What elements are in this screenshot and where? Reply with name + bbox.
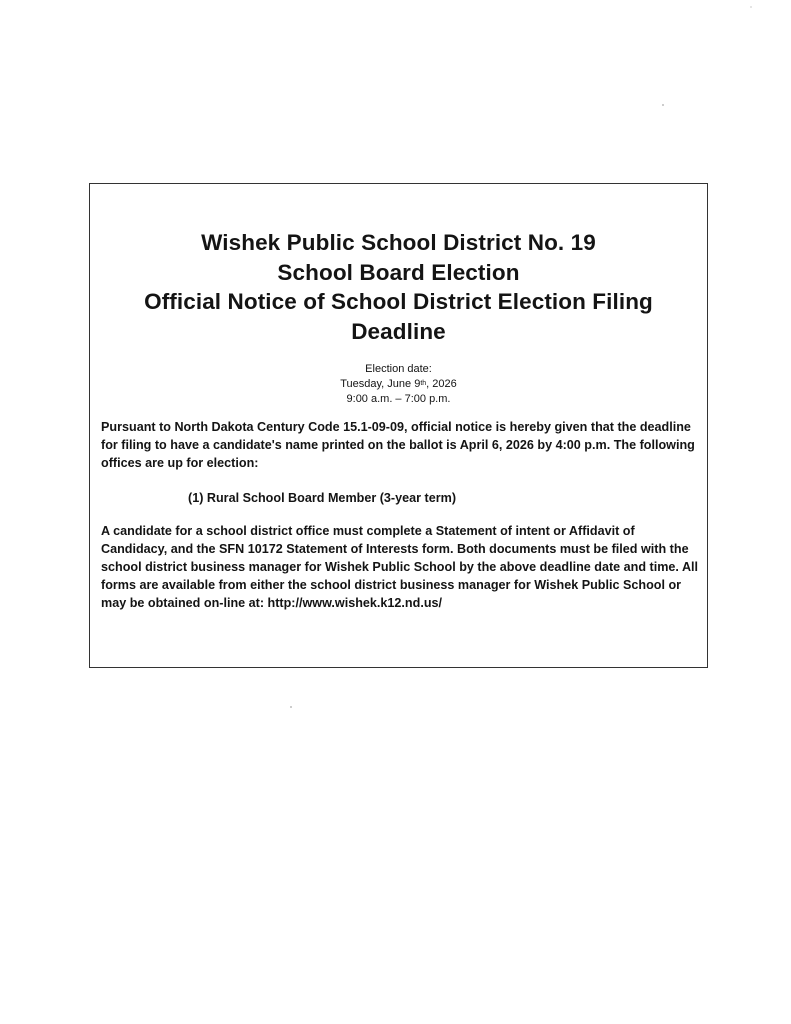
election-date-ordinal: th: [420, 380, 427, 387]
office-up-for-election: (1) Rural School Board Member (3-year term): [188, 491, 457, 505]
title-line-notice: Official Notice of School District Election Filing: [144, 289, 653, 314]
scan-speck: [750, 6, 752, 8]
title-line-election: School Board Election: [277, 259, 520, 285]
election-date-label: Election date:: [365, 363, 432, 375]
notice-title: [90, 228, 707, 346]
election-date-block: [90, 362, 707, 407]
scan-speck: [662, 104, 664, 106]
scan-speck: [290, 706, 292, 708]
election-date-suffix: , 2026: [426, 378, 457, 390]
election-date: [90, 377, 707, 392]
filing-deadline-paragraph: Pursuant to North Dakota Century Code 15.1-09-09, official notice is hereby given that the deadline for filing to have a candidate's name printed on the ballot is April 6, 2026 by 4:00 p.m. The following offices are up for election:: [101, 420, 695, 470]
title-line-district: Wishek Public School District No. 19: [201, 230, 596, 255]
title-line-deadline: Deadline: [351, 318, 446, 344]
election-date-prefix: Tuesday, June 9: [340, 378, 421, 390]
candidate-requirements-paragraph: A candidate for a school district office must complete a Statement of intent or Affidavit of Candidacy, and the SFN 10172 Statement of Interests form. Both documents must be filed with the school district business manager for Wishek Public School by the above deadline date and time. All forms are available from either the school district business manager for Wishek Public School or may be obtained on-line at: http://www.wishek.k12.nd.us/: [101, 524, 699, 610]
election-time: 9:00 a.m. – 7:00 p.m.: [346, 393, 451, 405]
notice-box: [89, 183, 708, 668]
